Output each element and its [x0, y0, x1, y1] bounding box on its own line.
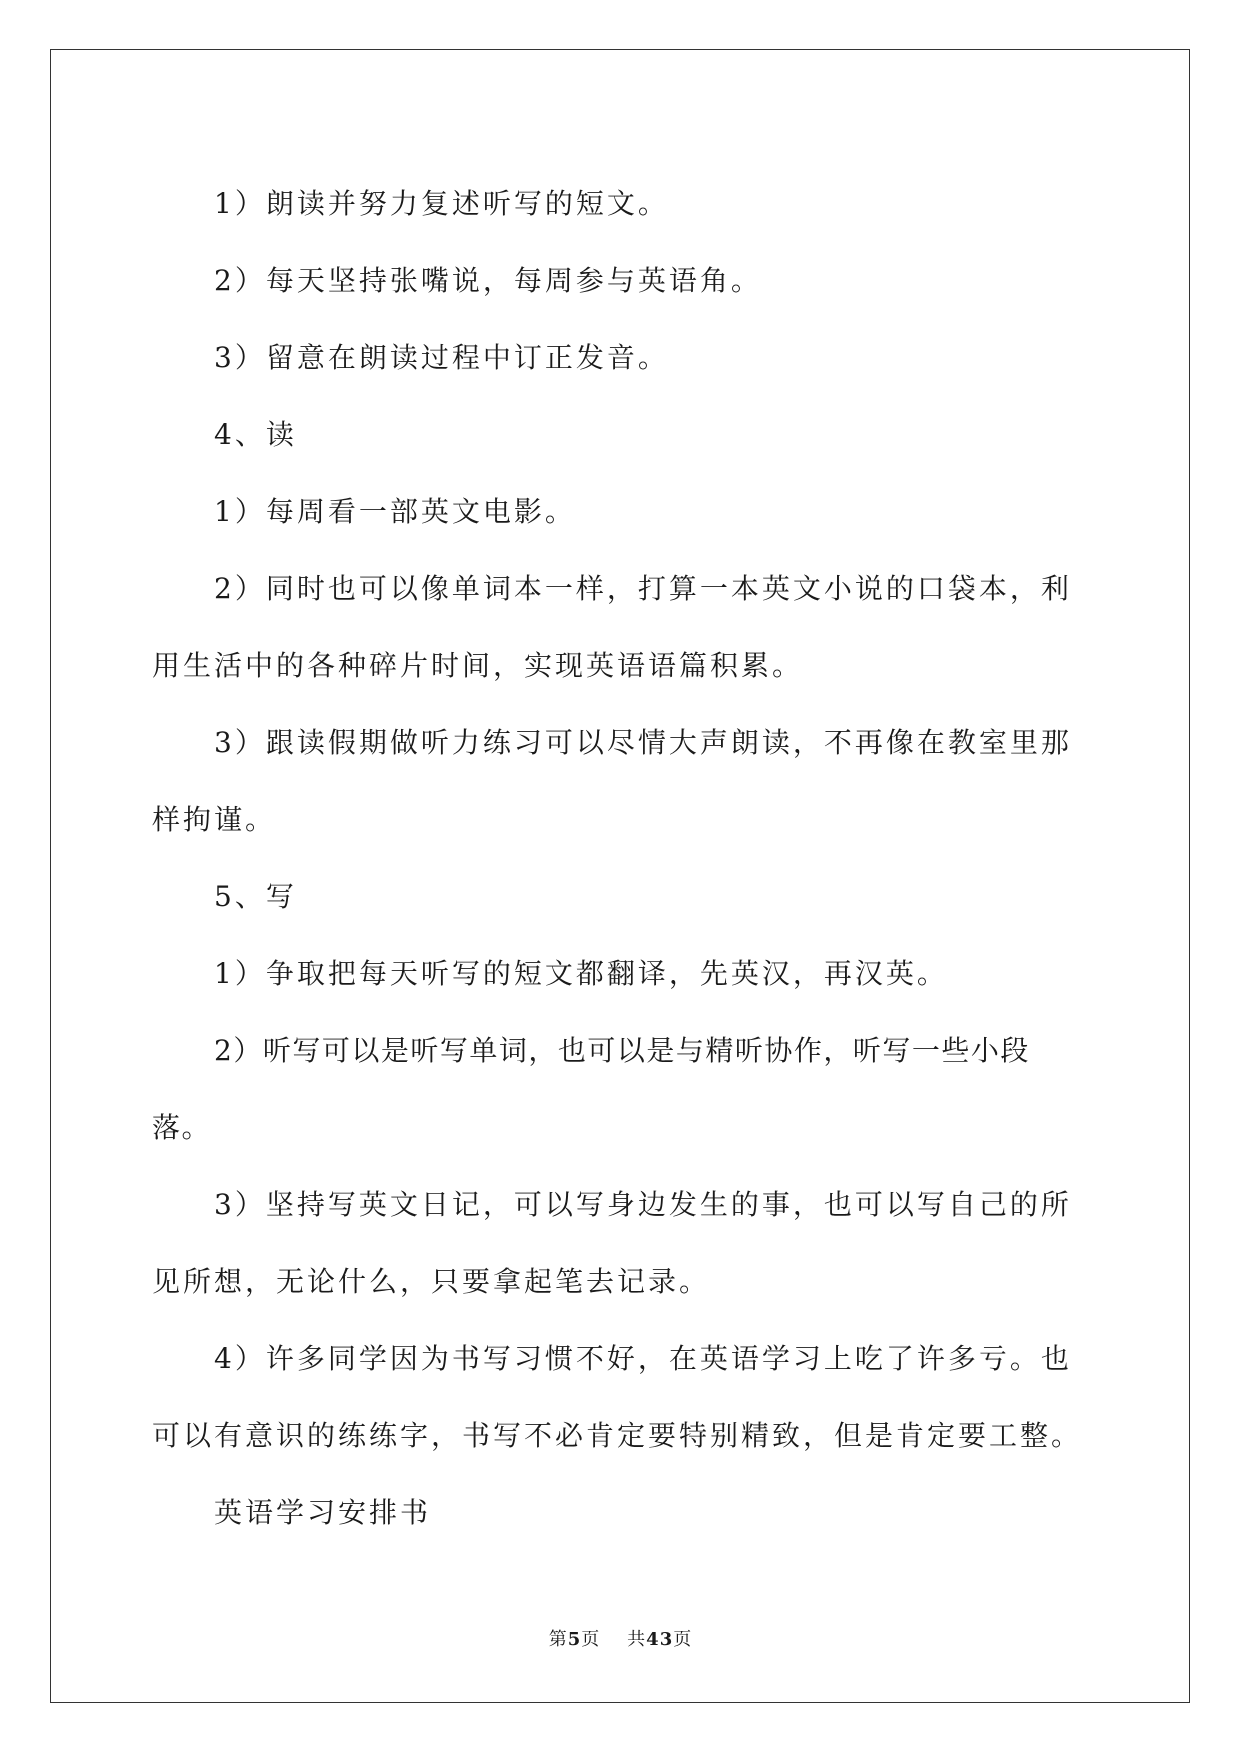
footer-prefix: 第 — [548, 1629, 568, 1650]
document-title-line: 英语学习安排书 — [214, 1496, 432, 1529]
paragraph: 2）每天坚持张嘴说，每周参与英语角。 — [214, 264, 762, 297]
footer-total-pages: 43 — [646, 1629, 674, 1650]
paragraph: 4）许多同学因为书写习惯不好，在英语学习上吃了许多亏。也可以有意识的练练字，书写不必肯定要特别精致，但是肯定要工整。 — [152, 1342, 1083, 1452]
section-heading: 4、读 — [214, 418, 297, 451]
footer-total-suffix: 页 — [673, 1629, 693, 1650]
paragraph: 3）坚持写英文日记，可以写身边发生的事，也可以写自己的所见所想，无论什么，只要拿起笔去记录。 — [152, 1188, 1072, 1298]
section-heading: 5、写 — [214, 880, 297, 913]
document-body — [152, 165, 1087, 1551]
footer-total-prefix: 共 — [627, 1629, 647, 1650]
paragraph: 2）同时也可以像单词本一样，打算一本英文小说的口袋本，利用生活中的各种碎片时间，实现英语语篇积累。 — [152, 572, 1072, 682]
paragraph: 2）听写可以是听写单词，也可以是与精听协作，听写一些小段落。 — [152, 1034, 1030, 1144]
paragraph: 3）留意在朗读过程中订正发音。 — [214, 341, 669, 374]
paragraph: 3）跟读假期做听力练习可以尽情大声朗读，不再像在教室里那样拘谨。 — [152, 726, 1072, 836]
footer-page-suffix: 页 — [581, 1629, 601, 1650]
paragraph: 1）朗读并努力复述听写的短文。 — [214, 187, 669, 220]
paragraph: 1）争取把每天听写的短文都翻译，先英汉，再汉英。 — [214, 957, 948, 990]
paragraph: 1）每周看一部英文电影。 — [214, 495, 576, 528]
page-footer — [0, 1625, 1241, 1651]
footer-page-number: 5 — [567, 1629, 582, 1650]
